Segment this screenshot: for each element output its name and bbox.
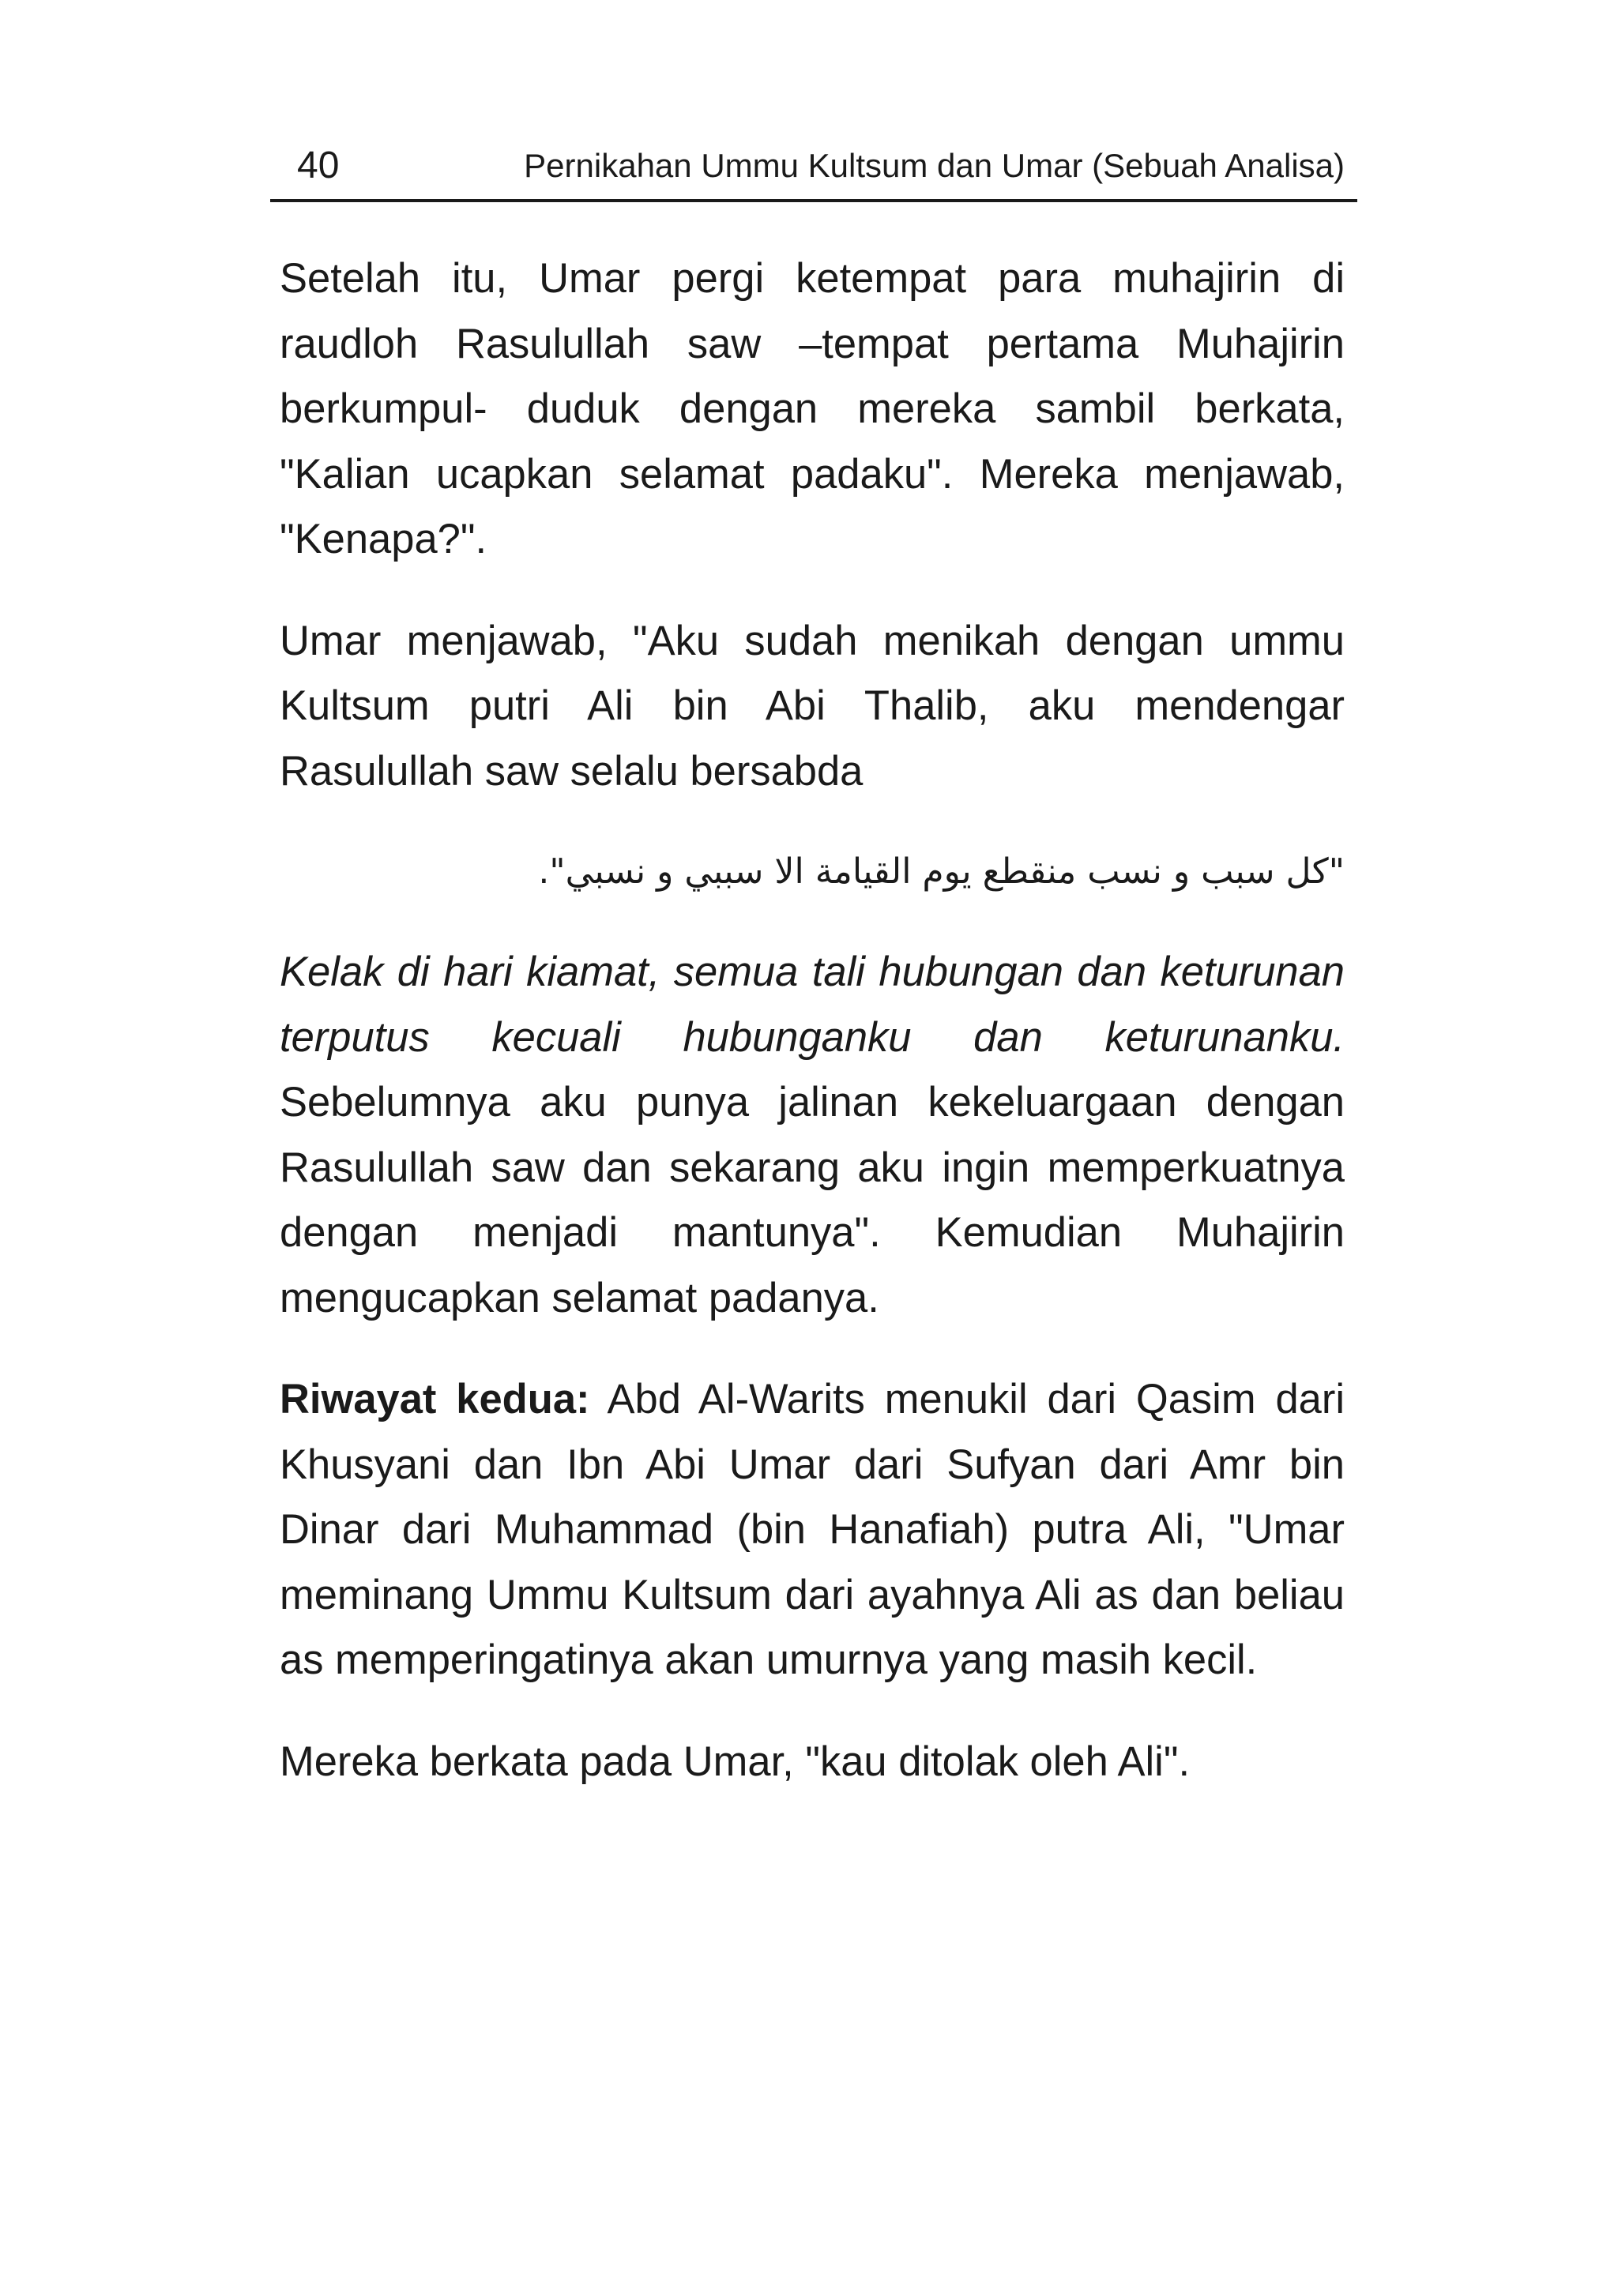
paragraph-3: [280, 940, 1345, 1331]
paragraph-4: [280, 1367, 1345, 1693]
paragraph-3-text: Sebelumnya aku punya jalinan kekeluargaan dengan Rasulullah saw dan sekarang aku ingin memperkuatnya dengan menjadi mantunya". Kemudian Muhajirin mengucapkan selamat padanya.: [280, 1079, 1345, 1321]
paragraph-1: Setelah itu, Umar pergi ketempat para muhajirin di raudloh Rasulullah saw –tempat pertama Muhajirin berkumpul- duduk dengan mereka sambil berkata, "Kalian ucapkan selamat padaku". Mereka menjawab, "Kenapa?".: [280, 255, 1345, 562]
page-header: [270, 136, 1357, 202]
paragraph-2: Umar menjawab, "Aku sudah menikah dengan ummu Kultsum putri Ali bin Abi Thalib, aku mendengar Rasulullah saw selalu bersabda: [280, 617, 1345, 795]
paragraph-5: Mereka berkata pada Umar, "kau ditolak oleh Ali".: [280, 1738, 1191, 1785]
hadith-translation: Kelak di hari kiamat, semua tali hubungan dan keturunan terputus kecuali hubunganku dan keturunanku.: [280, 949, 1345, 1061]
page-number: 40: [297, 145, 340, 186]
arabic-hadith-quote: "كل سبب و نسب منقطع يوم القيامة الا سببي و نسبي".: [538, 851, 1345, 892]
paragraph-4-text: Abd Al-Warits menukil dari Qasim dari Khusyani dan Ibn Abi Umar dari Sufyan dari Amr bin Dinar dari Muhammad (bin Hanafiah) putra Ali, "Umar meminang Ummu Kultsum dari ayahnya Ali as dan beliau as memperingatinya akan umurnya yang masih kecil.: [280, 1376, 1345, 1683]
running-title: Pernikahan Ummu Kultsum dan Umar (Sebuah Analisa): [524, 147, 1345, 184]
narration-label: Riwayat kedua:: [280, 1376, 590, 1422]
body-text: [280, 246, 1345, 1831]
